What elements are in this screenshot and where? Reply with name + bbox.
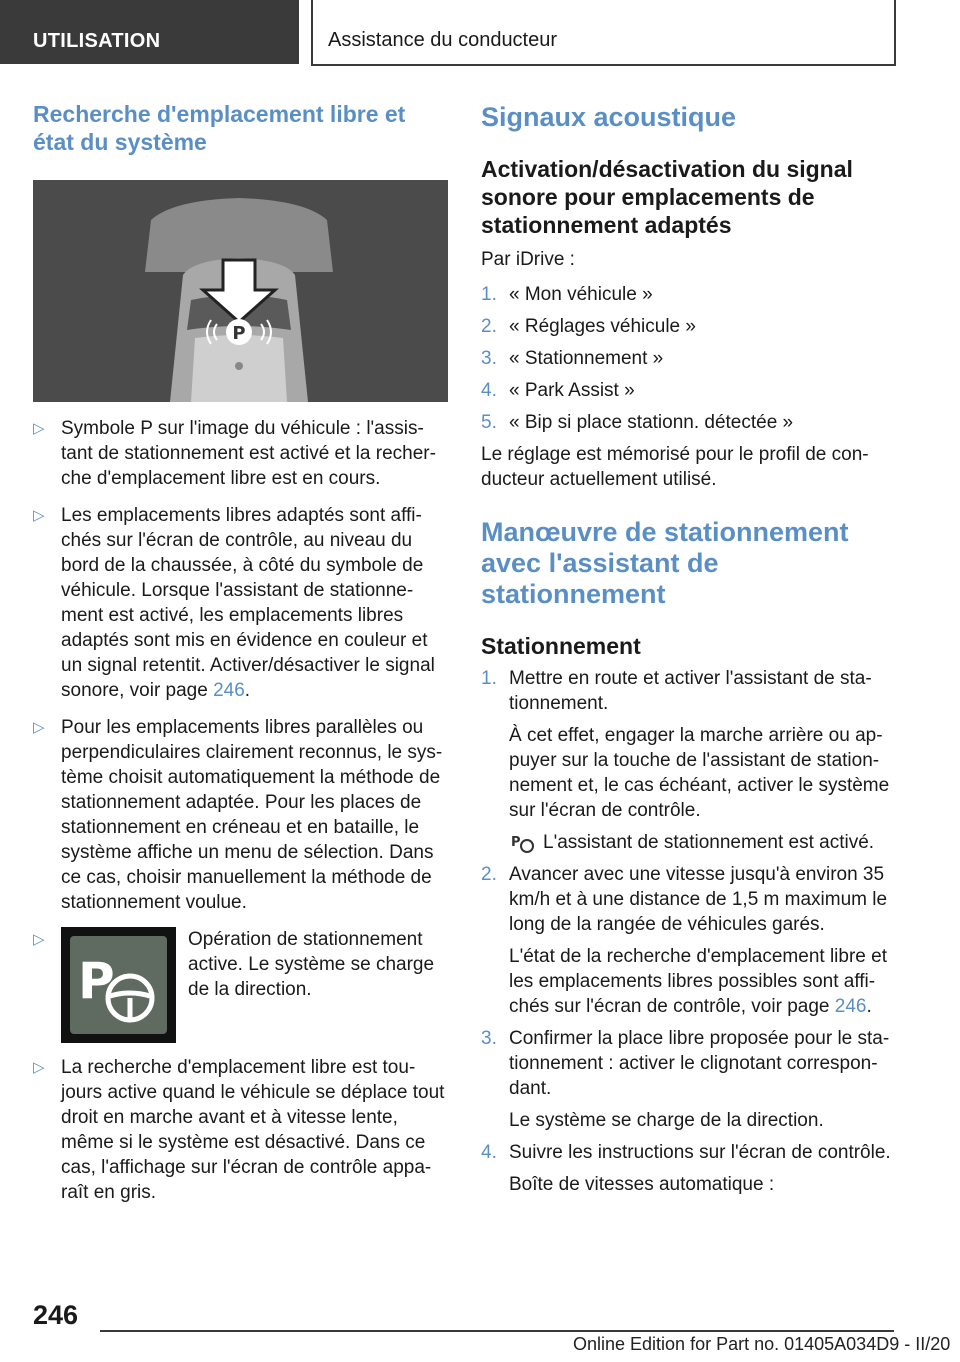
svg-text:P: P bbox=[232, 323, 246, 344]
list-item: 1. Mettre en route et activer l'assistant de stationnement. À cet effet, engager la marche arrière ou appuyer sur la touche de l'assistant de stationnement et, le cas échéant, activer le système sur l'écran de contrôle. P L'assistant de stationnement est activé. bbox=[481, 668, 890, 853]
subheading-signal-toggle: Activation/désactivation du signal sonore pour emplacements de stationnement adaptés bbox=[481, 156, 853, 238]
parking-steering-icon bbox=[61, 927, 176, 1043]
list-item: ▷ Symbole P sur l'image du véhicule : l'assistant de stationnement est activé et la recherche d'emplacement libre est en cours. bbox=[33, 418, 436, 489]
list-item: 5. « Bip si place stationn. détectée » bbox=[481, 412, 794, 433]
triangle-bullet-icon: ▷ bbox=[33, 1059, 45, 1076]
list-item: 3. « Stationnement » bbox=[481, 348, 664, 369]
svg-text:P: P bbox=[511, 834, 521, 850]
triangle-bullet-icon: ▷ bbox=[33, 507, 45, 524]
list-item: ▷ La recherche d'emplacement libre est toujours active quand le véhicule se déplace tout droit en marche avant et à vitesse lente, même si le système est désactivé. Dans ce cas, l'affichage sur l'écran de contrôle apparaît en gris. bbox=[33, 1057, 445, 1203]
idrive-intro: Par iDrive : bbox=[481, 249, 575, 270]
list-item: 4. « Park Assist » bbox=[481, 380, 635, 401]
section-heading-search: Recherche d'emplacement libre et état du système bbox=[33, 101, 406, 155]
list-item: 3. Confirmer la place libre proposée pour le stationnement : activer le clignotant correspondant. Le système se charge de la direction. bbox=[481, 1028, 890, 1131]
section-title: UTILISATION bbox=[33, 30, 161, 52]
triangle-bullet-icon: ▷ bbox=[33, 420, 45, 437]
list-item: ▷ P Opération de stationnement active. Le système se charge de la direction. bbox=[33, 927, 448, 1043]
triangle-bullet-icon: ▷ bbox=[33, 931, 45, 948]
section-tab bbox=[0, 0, 299, 64]
edition-note: Online Edition for Part no. 01405A034D9 - II/20 bbox=[573, 1334, 951, 1354]
right-column bbox=[481, 100, 896, 1204]
menu-steps-list bbox=[481, 282, 896, 435]
status-bullet-list bbox=[33, 416, 448, 1205]
footer-divider bbox=[100, 1330, 894, 1332]
page-number: 246 bbox=[33, 1300, 79, 1330]
heading-acoustic-signals: Signaux acoustique bbox=[481, 102, 737, 132]
chapter-tab bbox=[311, 0, 896, 66]
left-column bbox=[33, 100, 448, 1217]
memo-text: Le réglage est mémorisé pour le profil de conducteur actuellement utilisé. bbox=[481, 444, 869, 490]
vehicle-display-image bbox=[33, 180, 448, 402]
heading-parking-maneuver: Manœuvre de stationnement avec l'assistant de stationnement bbox=[481, 517, 849, 609]
list-item: ▷ Les emplacements libres adaptés sont affichés sur l'écran de contrôle, au niveau du bord de la chaussée, à côté du symbole de véhicule. Lorsque l'assistant de stationnement est activé, les emplacements libres adaptés sont mis en évidence en couleur et un signal retentit. Activer/désactiver le signal sonore, voir page 246. bbox=[33, 505, 435, 701]
list-item: 2. « Réglages véhicule » bbox=[481, 316, 696, 337]
chapter-title: Assistance du conducteur bbox=[328, 29, 558, 51]
subheading-parking: Stationnement bbox=[481, 633, 641, 659]
list-item: 4. Suivre les instructions sur l'écran de contrôle. Boîte de vitesses automatique : bbox=[481, 1142, 891, 1195]
list-item: ▷ Pour les emplacements libres parallèles ou perpendiculaires clairement reconnus, le système choisit automatiquement la méthode de stationnement adaptée. Pour les places de stationnement en créneau et en bataille, le système affiche un menu de sélection. Dans ce cas, choisir manuellement la méthode de stationnement voulue. bbox=[33, 717, 443, 913]
list-item: 2. Avancer avec une vitesse jusqu'à environ 35 km/h et à une distance de 1,5 m maximum le long de la rangée de véhicules garés. L'état de la recherche d'emplacement libre et les emplacements libres possibles sont affichés sur l'écran de contrôle, voir page 246. bbox=[481, 864, 888, 1017]
svg-text:P: P bbox=[78, 952, 115, 1010]
page-link[interactable]: 246 bbox=[213, 680, 245, 701]
vehicle-top-view-illustration bbox=[33, 180, 448, 402]
page-link[interactable]: 246 bbox=[834, 996, 867, 1017]
triangle-bullet-icon: ▷ bbox=[33, 719, 45, 736]
parking-assistant-icon bbox=[511, 832, 535, 854]
list-item: 1. « Mon véhicule » bbox=[481, 284, 653, 305]
parking-steps-list bbox=[481, 666, 896, 1197]
